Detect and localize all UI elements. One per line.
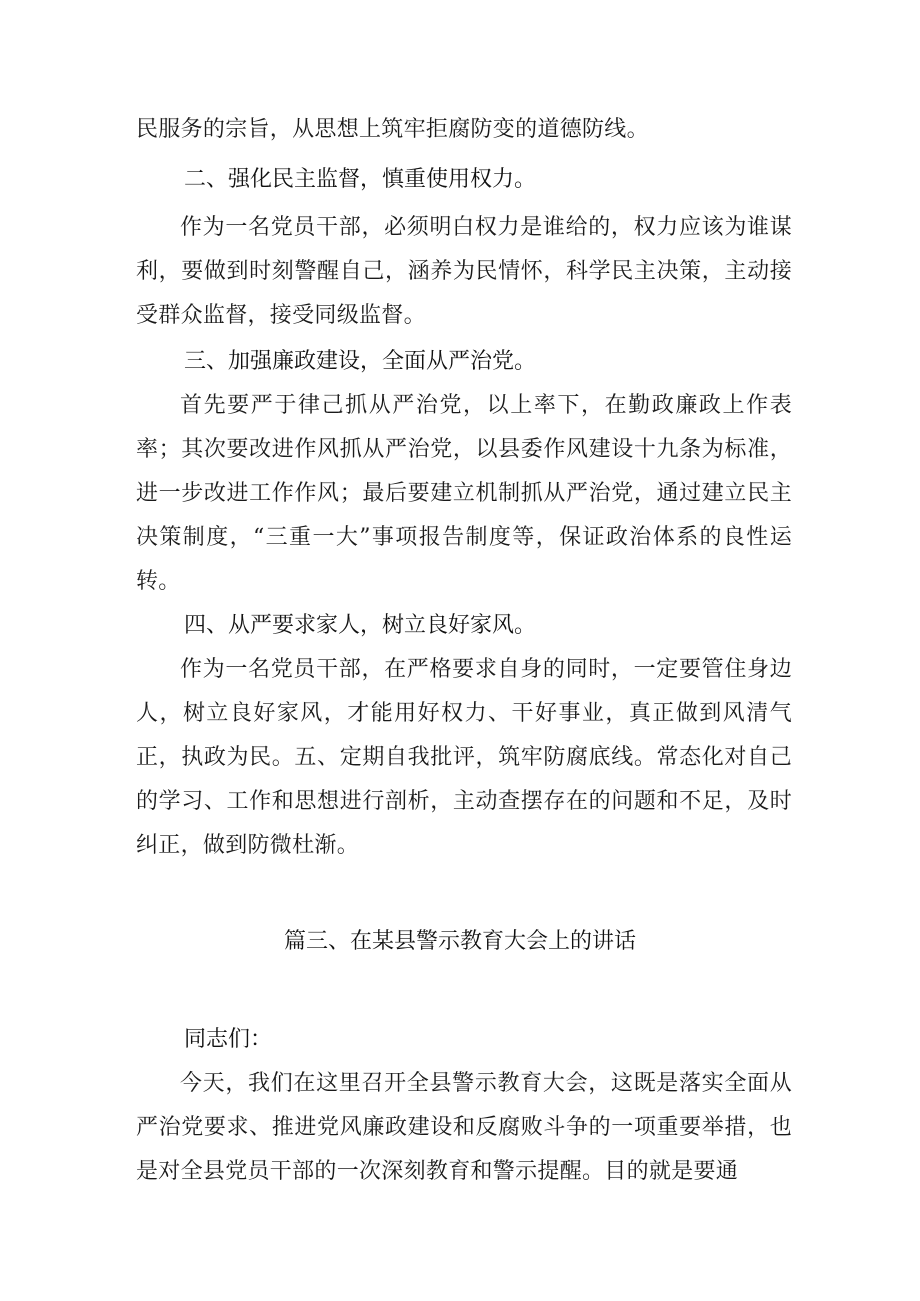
heading-section-3: 三、加强廉政建设，全面从严治党。 (184, 349, 537, 374)
paragraph-section-2: 作为一名党员干部，必须明白权力是谁给的，权力应该为谁谋利，要做到时刻警醒自己，涵养为民情怀，科学民主决策，主动接受群众监督，接受同级监督。 (136, 215, 792, 328)
paragraph-section-3: 首先要严于律己抓从严治党，以上率下，在勤政廉政上作表率；其次要改进作风抓从严治党，以县委作风建设十九条为标准，进一步改进工作作风；最后要建立机制抓从严治党，通过建立民主决策制度，“三重一大”事项报告制度等，保证政治体系的良性运转。 (136, 393, 792, 594)
paragraph-continuation: 民服务的宗旨，从思想上筑牢拒腐防变的道德防线。 (136, 117, 649, 142)
heading-section-4: 四、从严要求家人，树立良好家风。 (184, 613, 537, 638)
section-title: 篇三、在某县警示教育大会上的讲话 (283, 929, 636, 954)
heading-section-2: 二、强化民主监督，慎重使用权力。 (184, 167, 537, 192)
salutation: 同志们： (184, 1027, 273, 1052)
paragraph-opening: 今天，我们在这里召开全县警示教育大会，这既是落实全面从严治党要求、推进党风廉政建设和反腐败斗争的一项重要举措，也是对全县党员干部的一次深刻教育和警示提醒。目的就是要通 (136, 1071, 792, 1184)
paragraph-section-4: 作为一名党员干部，在严格要求自身的同时，一定要管住身边人，树立良好家风，才能用好权力、干好事业，真正做到风清气正，执政为民。五、定期自我批评，筑牢防腐底线。常态化对自己的学习、工作和思想进行剖析，主动查摆存在的问题和不足，及时纠正，做到防微杜渐。 (136, 657, 792, 858)
